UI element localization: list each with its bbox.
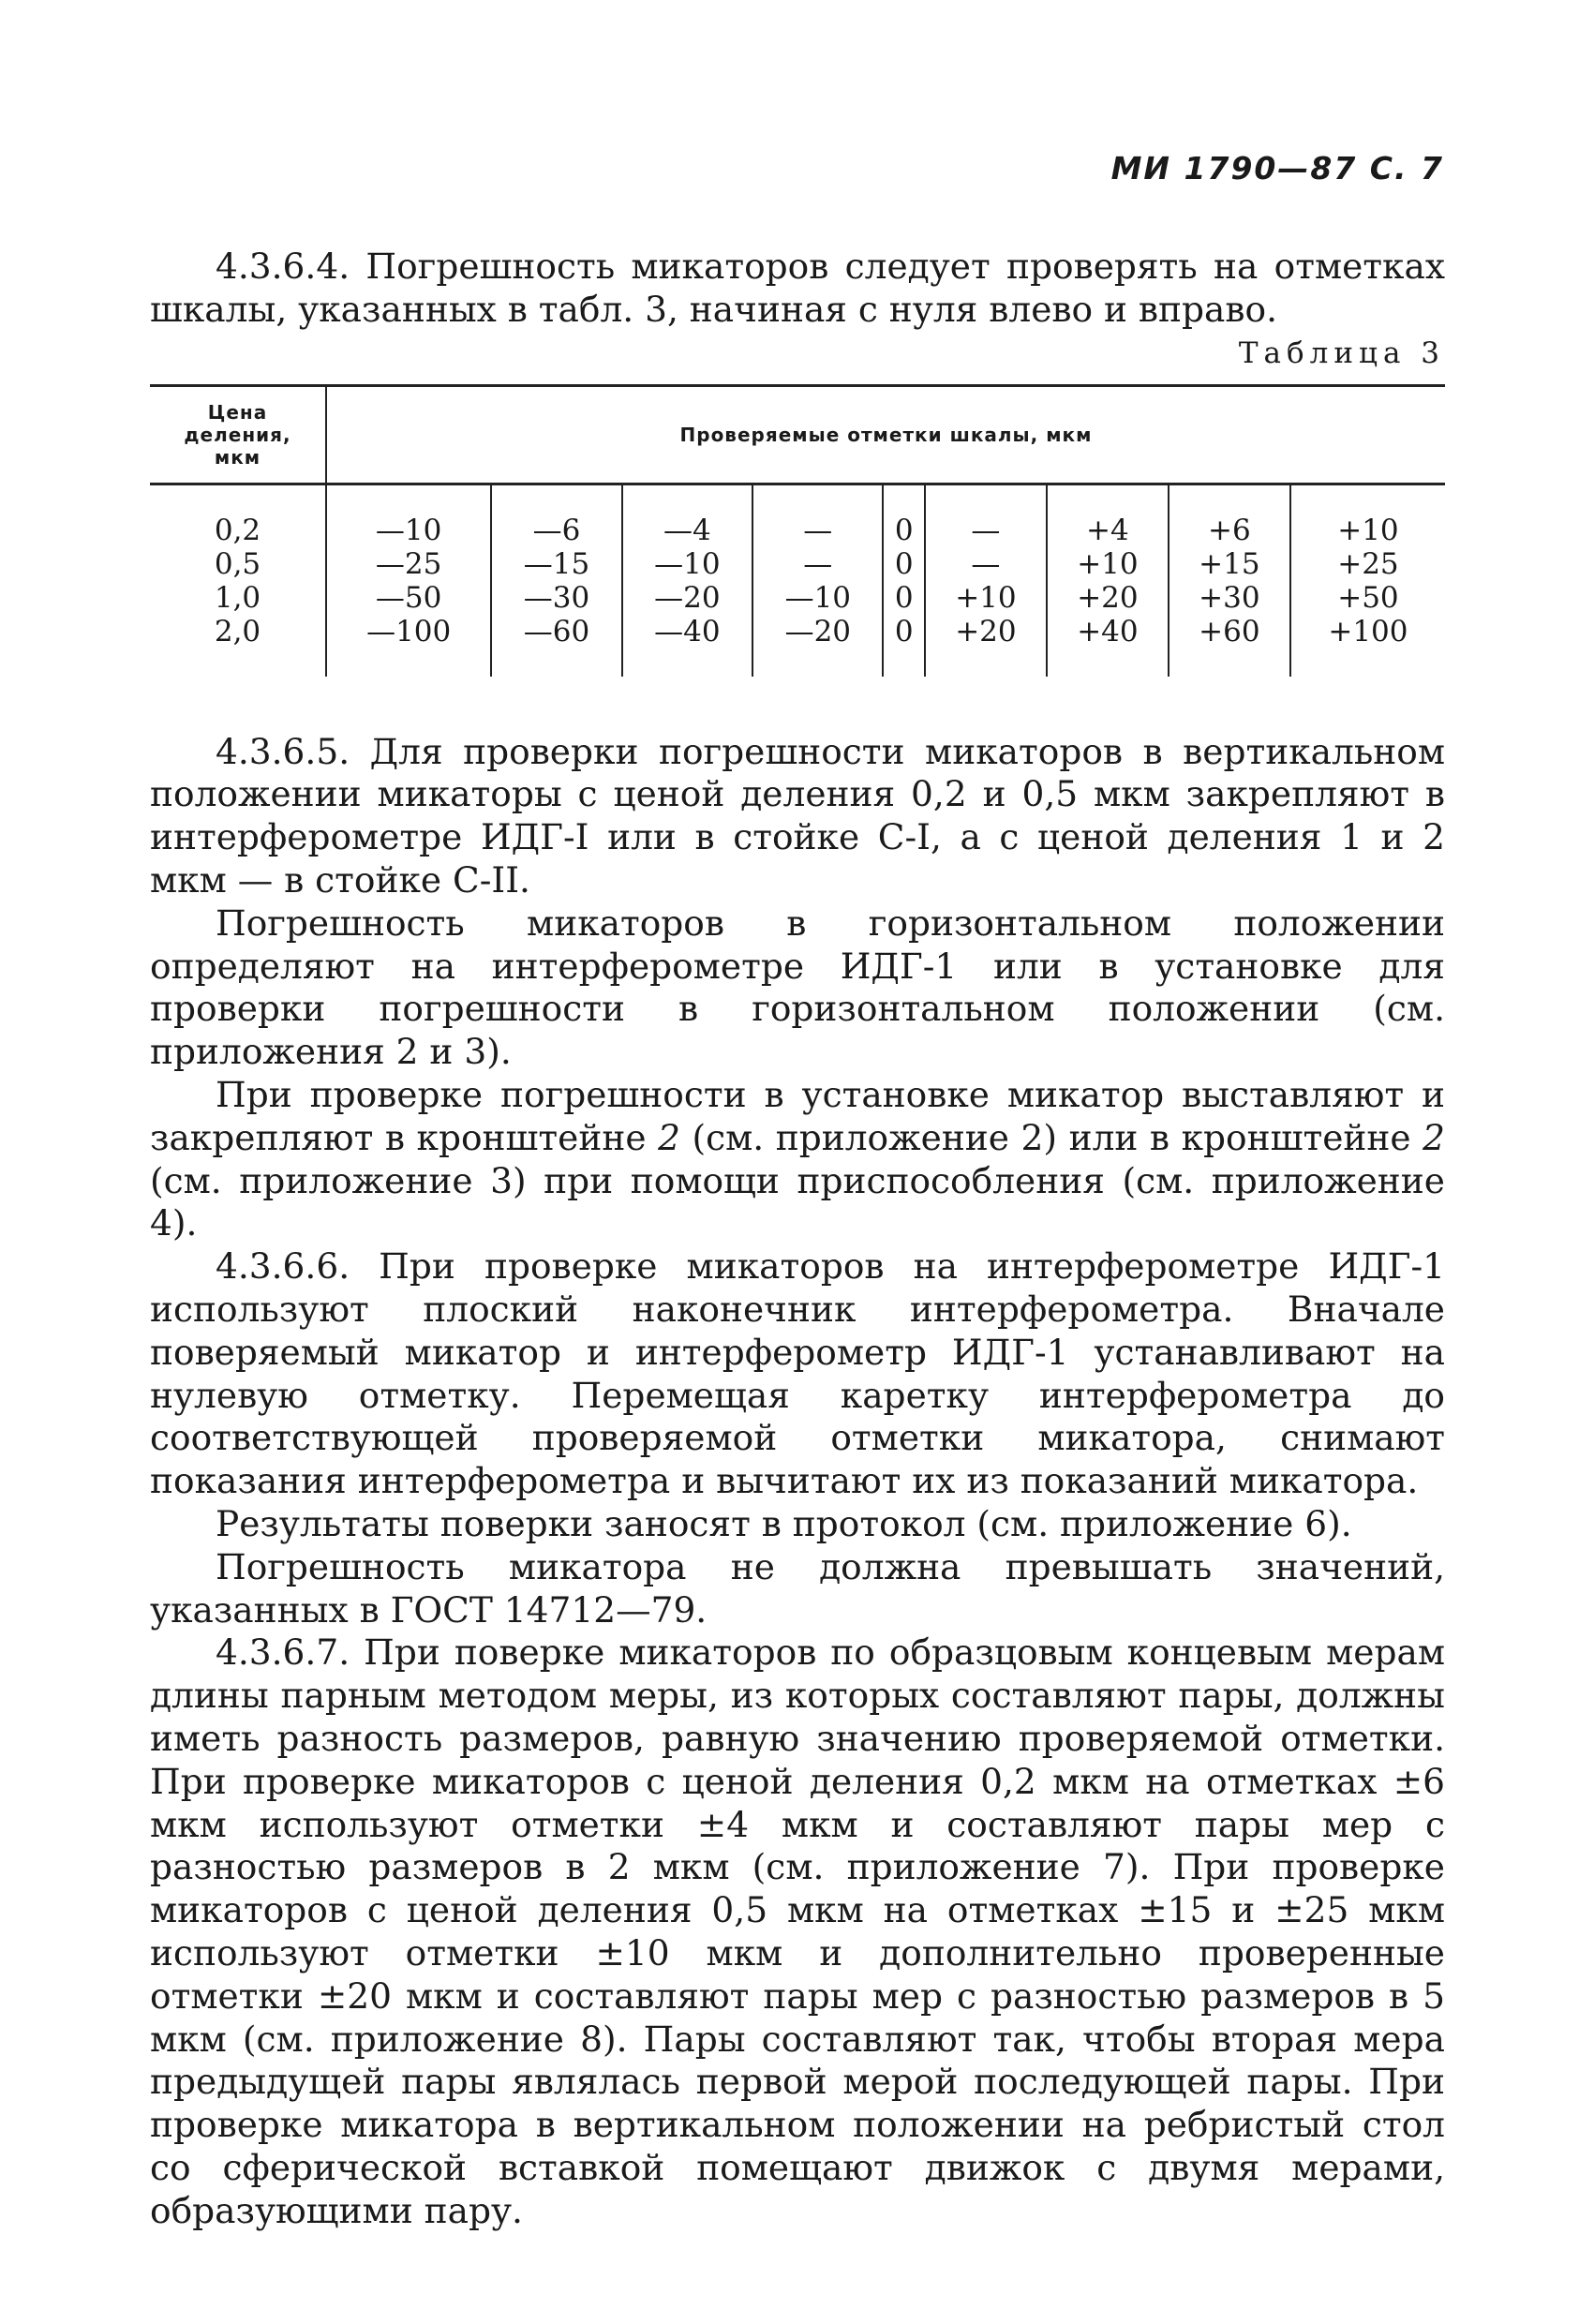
document-body bbox=[150, 246, 1445, 2232]
marks-column: — — +10 +20 bbox=[925, 484, 1047, 677]
table-caption: Таблица 3 bbox=[1238, 335, 1445, 370]
checked-marks-header: Проверяемые отметки шкалы, мкм bbox=[326, 385, 1445, 484]
paragraph-bracket-mounting: При проверке погрешности в установке микатор выставляют и закрепляют в кронштейне 2 (см. приложение 2) или в кронштейне 2 (см. приложение 3) при помощи приспособления (см. приложение 4). bbox=[150, 1073, 1445, 1244]
marks-column: —10 —25 —50 —100 bbox=[326, 484, 491, 677]
paragraph-results: Результаты поверки заносят в протокол (см. приложение 6). bbox=[216, 1502, 1352, 1544]
paragraph-horizontal-position: Погрешность микаторов в горизонтальном положении определяют на интерферометре ИДГ-1 или в установке для проверки погрешности в горизонтальном положении (см. приложения 2 и 3). bbox=[150, 901, 1445, 1073]
marks-column: +4 +10 +20 +40 bbox=[1047, 484, 1169, 677]
scale-marks-table bbox=[150, 384, 1445, 677]
marks-column: +10 +25 +50 +100 bbox=[1328, 513, 1408, 648]
paragraph-4-3-6-7: 4.3.6.7. При поверке микаторов по образцовым концевым мерам длины парным методом меры, из которых составляют пары, должны иметь разность размеров, равную значению проверяемой отметки. При проверке микаторов с ценой деления 0,2 мкм на отметках ±6 мкм используют отметки ±4 мкм и составляют пары мер с разностью размеров в 2 мкм (см. приложение 7). При проверке микаторов с ценой деления 0,5 мкм на отметках ±15 и ±25 мкм используют отметки ±10 мкм и дополнительно проверенные отметки ±20 мкм и составляют пары мер с разностью размеров в 5 мкм (см. приложение 8). Пары составляют так, чтобы вторая мера предыдущей пары являлась первой мерой последующей пары. При проверке микатора в вертикальном положении на ребристый стол со сферической вставкой помещают движок с двумя мерами, образующими пару. bbox=[150, 1631, 1445, 2231]
page-header: МИ 1790—87 С. 7 bbox=[1110, 150, 1444, 186]
marks-column: —6 —15 —30 —60 bbox=[491, 484, 621, 677]
marks-column: —4 —10 —20 —40 bbox=[622, 484, 752, 677]
table-header-row bbox=[150, 385, 1445, 484]
division-values-cell: 0,2 0,5 1,0 2,0 bbox=[150, 484, 326, 677]
marks-column: +6 +15 +30 +60 bbox=[1169, 484, 1290, 677]
table-row bbox=[150, 484, 1445, 677]
division-value-header: Цена деления, мкм bbox=[150, 385, 326, 484]
marks-column: — — —10 —20 bbox=[752, 484, 883, 677]
paragraph-4-3-6-6: 4.3.6.6. При проверке микаторов на интерферометре ИДГ-1 используют плоский наконечник интерферометра. Вначале поверяемый микатор и интерферометр ИДГ-1 устанавливают на нулевую отметку. Перемещая каретку интерферометра до соответствующей проверяемой отметки микатора, снимают показания интерферометра и вычитают их из показаний микатора. bbox=[150, 1245, 1445, 1502]
paragraph-4-3-6-5: 4.3.6.5. Для проверки погрешности микаторов в вертикальном положении микаторы с ценой деления 0,2 и 0,5 мкм закрепляют в интерферометре ИДГ-I или в стойке С-I, а с ценой деления 1 и 2 мкм — в стойке С-II. bbox=[150, 730, 1445, 901]
paragraph-4-3-6-4: 4.3.6.4. Погрешность микаторов следует проверять на отметках шкалы, указанных в табл. 3, начиная с нуля влево и вправо. bbox=[150, 246, 1445, 330]
marks-column: 0 0 0 0 bbox=[883, 484, 924, 677]
paragraph-error-limit: Погрешность микатора не должна превышать значений, указанных в ГОСТ 14712—79. bbox=[150, 1545, 1445, 1631]
